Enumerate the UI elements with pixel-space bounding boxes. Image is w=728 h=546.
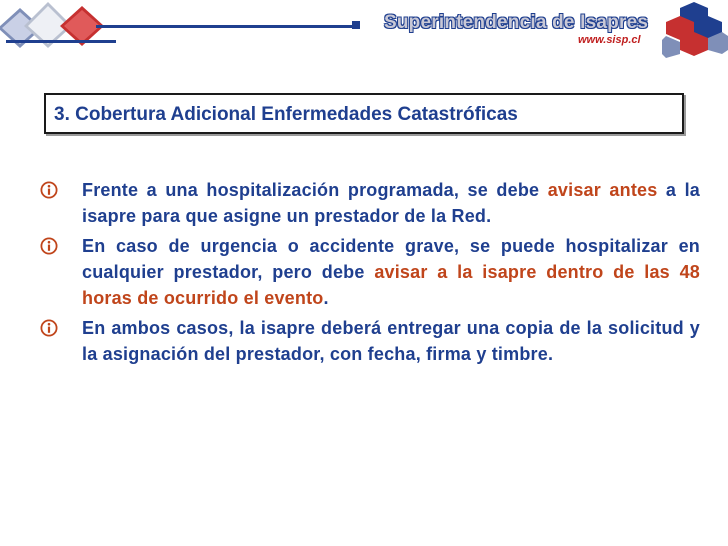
section-title: 3. Cobertura Adicional Enfermedades Catastróficas [54,104,518,125]
brand-name: Superintendencia de Isapres [384,12,649,33]
brand-url: www.sisp.cl [578,34,641,46]
bullet-item [36,177,700,229]
bullet-text [82,177,700,229]
bullet-text [82,315,700,367]
bullet-text-segment: a la isapre para que asigne un prestador de la Red. [82,180,700,226]
bullet-text-segment: Frente a una hospitalización programada, se debe [82,180,548,200]
info-icon [40,237,58,255]
bullet-text-segment: En caso de urgencia o accidente grave, se puede hospitalizar en cualquier prestador, pero debe [82,236,700,282]
highlighted-text: avisar antes [547,180,658,200]
highlighted-text: avisar a la isapre dentro de las 48 horas de ocurrido el evento [82,262,701,308]
bullet-item [36,233,700,311]
bullet-text-segment: En ambos casos, la isapre deberá entregar una copia de la solicitud y la asignación del prestador, con fecha, firma y timbre. [82,318,700,364]
emblem-icon [660,0,728,62]
bullet-text [82,233,700,311]
header-rule-end [352,21,360,29]
header-band [0,0,728,62]
header-rule [96,25,358,28]
info-icon [40,181,58,199]
bullet-list [36,177,700,371]
bullet-text-segment: . [323,288,329,308]
bullet-item [36,315,700,367]
info-icon [40,319,58,337]
section-title-box [44,93,684,134]
